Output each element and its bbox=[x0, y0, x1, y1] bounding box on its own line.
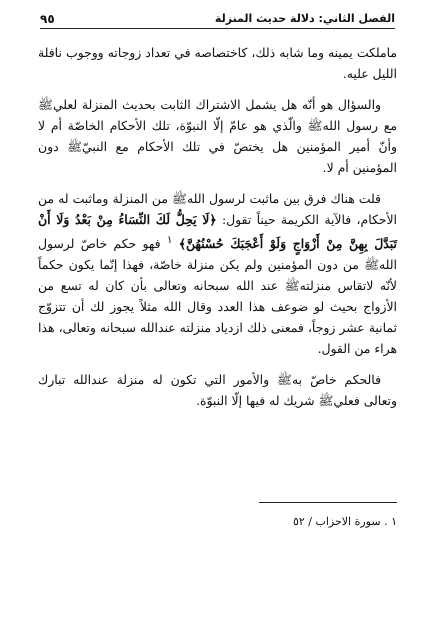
footnote: ١ . سورة الاحزاب / ٥٢ bbox=[292, 515, 397, 528]
paragraph-continuation: فهو حكم خاصّ لرسول اللهﷺ من دون المؤمنين ولم يكن منزلة خاصّة، فهذا إنّما يكون حكماً لأنّه لاتقاس منزلتهﷺ عند الله سبحانه وتعالى بأن كان له تسع من الأزواج بحيث لو ضوعف هذا العدد وقال الله مثلاً يجوز لك أن تتزوّج ثمانية عشر زوجاً، فمعنى ذلك ازدياد منزلته عندالله سبحانه وتعالى، هذا هراء من القول. bbox=[38, 236, 397, 357]
footnote-divider bbox=[259, 502, 397, 503]
quran-verse: ﴿لَا يَحِلُّ لَكَ النِّسَاءُ مِنْ بَعْدُ وَلَا أَنْ تَبَدَّلَ بِهِنَّ مِنْ أَزْوَاجٍ وَلَوْ أَعْجَبَكَ حُسْنُهُنَّ﴾ bbox=[38, 212, 397, 252]
paragraph: فالحكم خاصّ بهﷺ والأمور التي تكون له منزلة عندالله تبارك وتعالى فعليﷺ شريك له فيها إلّا النبوّة. bbox=[38, 372, 397, 409]
page-number: ٩٥ bbox=[40, 12, 55, 26]
paragraph: والسؤال هو أنّه هل يشمل الاشتراك الثابت بحديث المنزلة لعليﷺ مع رسول اللهﷺ والّذي هو عامّ إلّا النبوّة، تلك الأحكام الخاصّة أم لا وأنّ أمير المؤمنين هل يختصّ في تلك الأحكام مع النبيّﷺ دون المؤمنين أم لا. bbox=[38, 97, 397, 175]
paragraph: ماملكت يمينه وما شابه ذلك، كاختصاصه في تعداد زوجاته ووجوب نافلة الليل عليه. bbox=[38, 45, 397, 81]
footnote-marker: ١ bbox=[166, 234, 173, 246]
paragraph-with-verse bbox=[38, 188, 397, 359]
running-title: الفصل الثاني: دلالة حديث المنزلة bbox=[214, 12, 395, 25]
paragraph-intro: قلت هناك فرق بين ماثبت لرسول اللهﷺ من المنزلة وماثبت له من الأحكام، فالآية الكريمة حيناً تقول: bbox=[38, 191, 397, 227]
body-text bbox=[38, 42, 397, 421]
header-divider bbox=[40, 28, 395, 29]
